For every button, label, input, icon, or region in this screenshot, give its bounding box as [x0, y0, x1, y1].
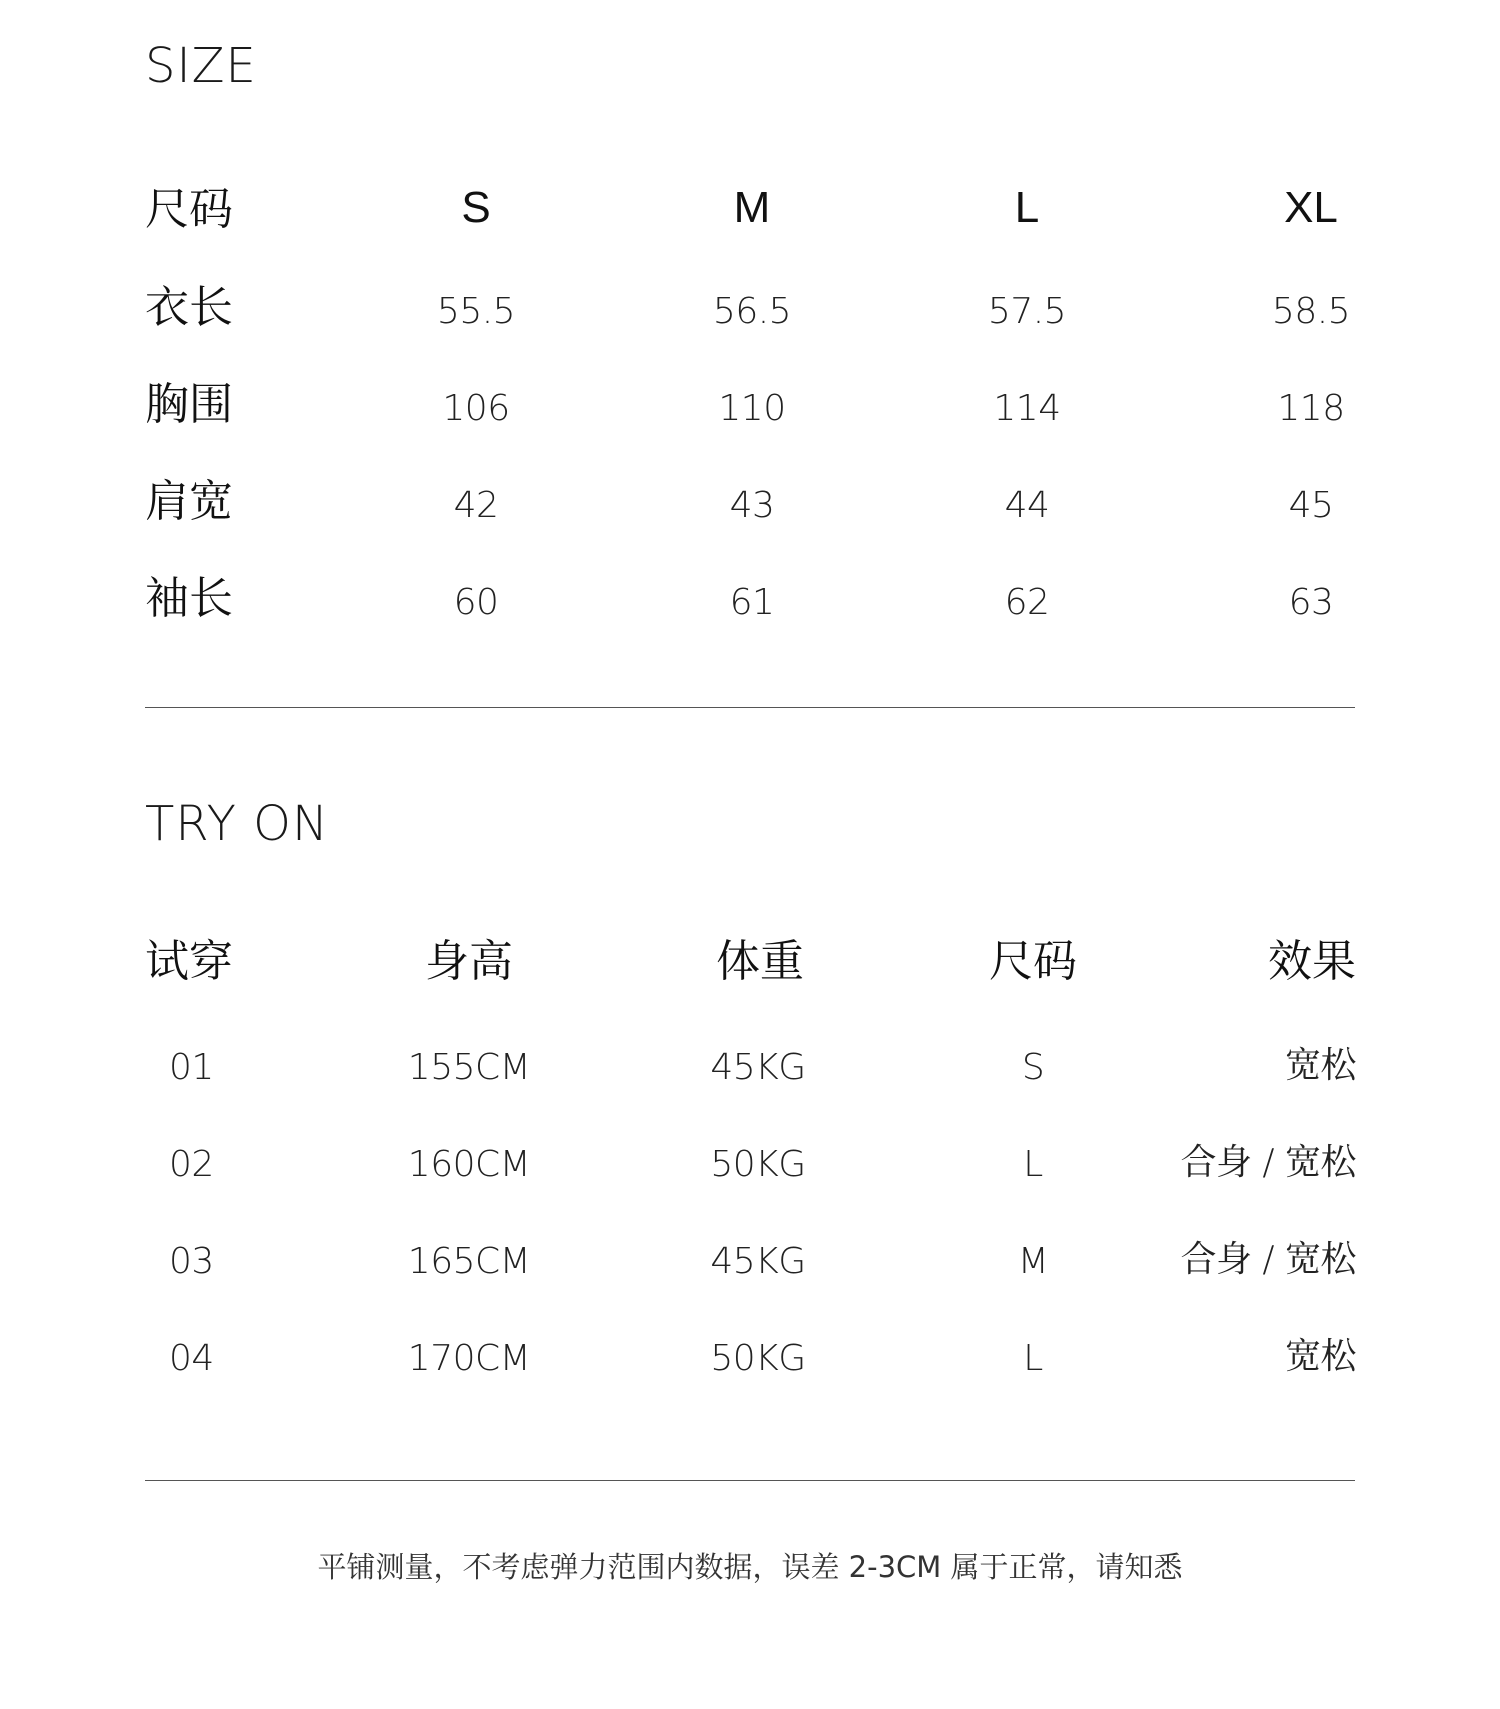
tryon-cell-weight: 45KG: [710, 1047, 806, 1088]
tryon-cell-effect: 宽松: [1284, 1336, 1356, 1377]
size-cell: 62: [1004, 582, 1050, 623]
size-cell: 45: [1288, 485, 1334, 526]
size-row-label: 肩宽: [145, 476, 233, 527]
size-header-label: 尺码: [145, 184, 233, 235]
size-cell: 106: [442, 388, 510, 429]
size-cell: 61: [729, 582, 775, 623]
size-row-label: 胸围: [145, 379, 233, 430]
tryon-header-id: 试穿: [145, 936, 233, 987]
tryon-cell-effect: 合身 / 宽松: [1180, 1142, 1356, 1183]
tryon-cell-id: 04: [169, 1338, 214, 1379]
size-cell: 56.5: [712, 291, 792, 332]
tryon-cell-height: 165CM: [407, 1241, 531, 1282]
tryon-header-weight: 体重: [716, 936, 804, 987]
size-header-xl: XL: [1284, 183, 1338, 232]
tryon-header-height: 身高: [425, 936, 513, 987]
size-cell: 55.5: [436, 291, 516, 332]
tryon-cell-effect: 宽松: [1284, 1045, 1356, 1086]
size-cell: 60: [453, 582, 499, 623]
size-cell: 58.5: [1271, 291, 1351, 332]
tryon-header-effect: 效果: [1268, 936, 1356, 987]
tryon-cell-id: 01: [169, 1047, 214, 1088]
tryon-cell-weight: 50KG: [710, 1144, 806, 1185]
size-cell: 118: [1277, 388, 1345, 429]
tryon-cell-height: 170CM: [407, 1338, 531, 1379]
size-cell: 44: [1004, 485, 1050, 526]
tryon-cell-effect: 合身 / 宽松: [1180, 1239, 1356, 1280]
tryon-cell-id: 03: [169, 1241, 214, 1282]
tryon-cell-weight: 45KG: [710, 1241, 806, 1282]
size-cell: 63: [1288, 582, 1334, 623]
section-divider: [145, 707, 1355, 708]
size-cell: 57.5: [987, 291, 1067, 332]
size-cell: 110: [718, 388, 786, 429]
size-header-s: S: [461, 183, 491, 232]
tryon-cell-id: 02: [169, 1144, 214, 1185]
footer-divider: [145, 1480, 1355, 1481]
size-header-m: M: [733, 183, 771, 232]
tryon-cell-size: S: [1021, 1047, 1045, 1088]
size-row-label: 衣长: [145, 282, 233, 333]
size-cell: 114: [993, 388, 1061, 429]
tryon-section-title: TRY ON: [145, 796, 329, 852]
tryon-cell-size: M: [1017, 1241, 1049, 1282]
tryon-cell-size: L: [1023, 1144, 1043, 1185]
tryon-header-size: 尺码: [989, 936, 1077, 987]
size-cell: 42: [453, 485, 499, 526]
tryon-cell-height: 160CM: [407, 1144, 531, 1185]
tryon-cell-size: L: [1023, 1338, 1043, 1379]
tryon-cell-height: 155CM: [407, 1047, 531, 1088]
tryon-cell-weight: 50KG: [710, 1338, 806, 1379]
measurement-note: 平铺测量，不考虑弹力范围内数据，误差 2-3CM 属于正常，请知悉: [317, 1550, 1183, 1584]
size-row-label: 袖长: [145, 573, 233, 624]
size-section-title: SIZE: [145, 38, 257, 94]
size-header-l: L: [1014, 183, 1040, 232]
size-cell: 43: [729, 485, 775, 526]
